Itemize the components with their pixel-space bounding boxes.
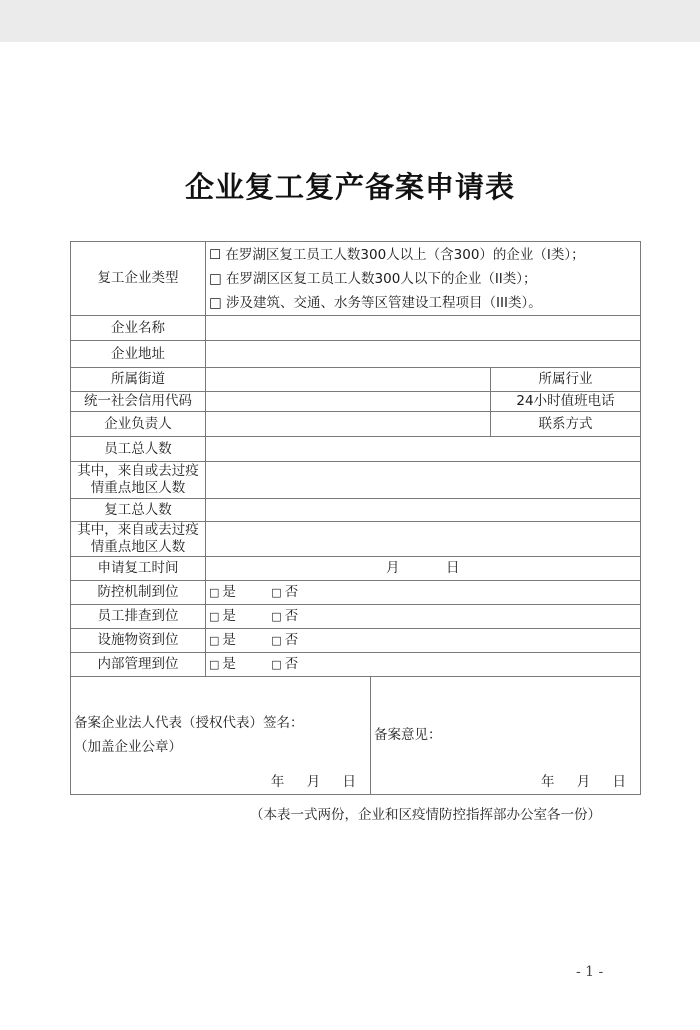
apply-month-unit: 月 bbox=[386, 560, 400, 576]
no-label: 否 bbox=[284, 632, 299, 648]
type-option-3[interactable]: □ 涉及建筑、交通、水务等区管建设工程项目（III类）。 bbox=[209, 294, 542, 311]
no-option-1[interactable] bbox=[271, 584, 329, 601]
hotline-label: 24小时值班电话 bbox=[491, 392, 641, 412]
opinion-label: 备案意见： bbox=[374, 727, 442, 743]
contact-label: 联系方式 bbox=[491, 412, 641, 437]
op-month: 月 bbox=[576, 774, 591, 790]
yes-option-3[interactable] bbox=[209, 632, 267, 649]
yes-option-1[interactable] bbox=[209, 584, 267, 601]
checkbox-icon[interactable]: □ bbox=[209, 634, 220, 647]
check-options-3 bbox=[206, 629, 641, 653]
company-type-label: 复工企业类型 bbox=[71, 242, 206, 316]
row-check-1 bbox=[71, 581, 641, 605]
opinion-cell[interactable] bbox=[371, 677, 641, 795]
credit-code-label: 统一社会信用代码 bbox=[71, 392, 206, 412]
no-option-4[interactable] bbox=[271, 656, 329, 673]
type-option-2[interactable]: □ 在罗湖区区复工员工人数300人以下的企业（II类）； bbox=[209, 270, 537, 287]
checkbox-icon[interactable]: □ bbox=[271, 634, 282, 647]
row-check-3 bbox=[71, 629, 641, 653]
stamp-label: （加盖企业公章） bbox=[74, 739, 182, 755]
checkbox-icon[interactable]: □ bbox=[271, 658, 282, 671]
return-staff-label: 复工总人数 bbox=[71, 499, 206, 522]
checkbox-icon[interactable]: □ bbox=[209, 586, 220, 599]
company-name-label: 企业名称 bbox=[71, 316, 206, 341]
checkbox-icon[interactable]: □ bbox=[271, 610, 282, 623]
checkbox-icon[interactable]: □ bbox=[271, 586, 282, 599]
signature-cell[interactable] bbox=[71, 677, 371, 795]
apply-day-unit: 日 bbox=[446, 560, 460, 576]
company-address-label: 企业地址 bbox=[71, 341, 206, 368]
top-bar bbox=[0, 0, 700, 42]
yes-label: 是 bbox=[222, 608, 236, 624]
yes-option-4[interactable] bbox=[209, 656, 267, 673]
application-form-table bbox=[70, 241, 641, 795]
company-address-field[interactable] bbox=[206, 341, 641, 368]
sig-year: 年 bbox=[270, 774, 285, 790]
company-type-options bbox=[206, 242, 641, 316]
apply-time-field[interactable] bbox=[206, 557, 641, 581]
no-label: 否 bbox=[284, 584, 299, 600]
return-epidemic-label: 其中，来自或去过疫情重点地区人数 bbox=[71, 522, 206, 557]
company-name-field[interactable] bbox=[206, 316, 641, 341]
yes-label: 是 bbox=[222, 632, 236, 648]
industry-label: 所属行业 bbox=[491, 368, 641, 392]
row-leader bbox=[71, 412, 641, 437]
check-label-1: 防控机制到位 bbox=[71, 581, 206, 605]
street-field[interactable] bbox=[206, 368, 491, 392]
op-year: 年 bbox=[540, 774, 555, 790]
row-apply-time bbox=[71, 557, 641, 581]
row-return-epidemic bbox=[71, 522, 641, 557]
check-options-1 bbox=[206, 581, 641, 605]
row-signature bbox=[71, 677, 641, 795]
row-epidemic-staff bbox=[71, 462, 641, 499]
row-check-2 bbox=[71, 605, 641, 629]
check-label-3: 设施物资到位 bbox=[71, 629, 206, 653]
return-epidemic-field[interactable] bbox=[206, 522, 641, 557]
type-option-1[interactable]: ☐ 在罗湖区复工员工人数300人以上（含300）的企业（I类）； bbox=[209, 246, 585, 263]
page-number: - 1 - bbox=[576, 964, 604, 980]
yes-option-2[interactable] bbox=[209, 608, 267, 625]
op-day: 日 bbox=[612, 774, 627, 790]
no-label: 否 bbox=[284, 656, 299, 672]
row-credit-code bbox=[71, 392, 641, 412]
street-label: 所属街道 bbox=[71, 368, 206, 392]
row-total-staff bbox=[71, 437, 641, 462]
credit-code-field[interactable] bbox=[206, 392, 491, 412]
apply-time-label: 申请复工时间 bbox=[71, 557, 206, 581]
row-company-type bbox=[71, 242, 641, 316]
sig-day: 日 bbox=[342, 774, 356, 790]
sig-month: 月 bbox=[306, 774, 321, 790]
check-options-4 bbox=[206, 653, 641, 677]
check-label-2: 员工排查到位 bbox=[71, 605, 206, 629]
footnote: （本表一式两份，企业和区疫情防控指挥部办公室各一份） bbox=[250, 807, 601, 823]
row-company-name bbox=[71, 316, 641, 341]
form-title: 企业复工复产备案申请表 bbox=[184, 170, 515, 204]
check-label-4: 内部管理到位 bbox=[71, 653, 206, 677]
no-label: 否 bbox=[284, 608, 299, 624]
row-check-4 bbox=[71, 653, 641, 677]
epidemic-staff-label: 其中，来自或去过疫情重点地区人数 bbox=[71, 462, 206, 499]
total-staff-label: 员工总人数 bbox=[71, 437, 206, 462]
row-company-address bbox=[71, 341, 641, 368]
opinion-date bbox=[523, 774, 626, 791]
signature-date bbox=[253, 774, 356, 791]
checkbox-icon[interactable]: □ bbox=[209, 610, 220, 623]
leader-label: 企业负责人 bbox=[71, 412, 206, 437]
yes-label: 是 bbox=[222, 656, 236, 672]
leader-field[interactable] bbox=[206, 412, 491, 437]
row-return-staff bbox=[71, 499, 641, 522]
no-option-3[interactable] bbox=[271, 632, 329, 649]
total-staff-field[interactable] bbox=[206, 437, 641, 462]
no-option-2[interactable] bbox=[271, 608, 329, 625]
check-options-2 bbox=[206, 605, 641, 629]
return-staff-field[interactable] bbox=[206, 499, 641, 522]
yes-label: 是 bbox=[222, 584, 236, 600]
signature-label: 备案企业法人代表（授权代表）签名： bbox=[74, 715, 304, 731]
row-street bbox=[71, 368, 641, 392]
epidemic-staff-field[interactable] bbox=[206, 462, 641, 499]
checkbox-icon[interactable]: □ bbox=[209, 658, 220, 671]
